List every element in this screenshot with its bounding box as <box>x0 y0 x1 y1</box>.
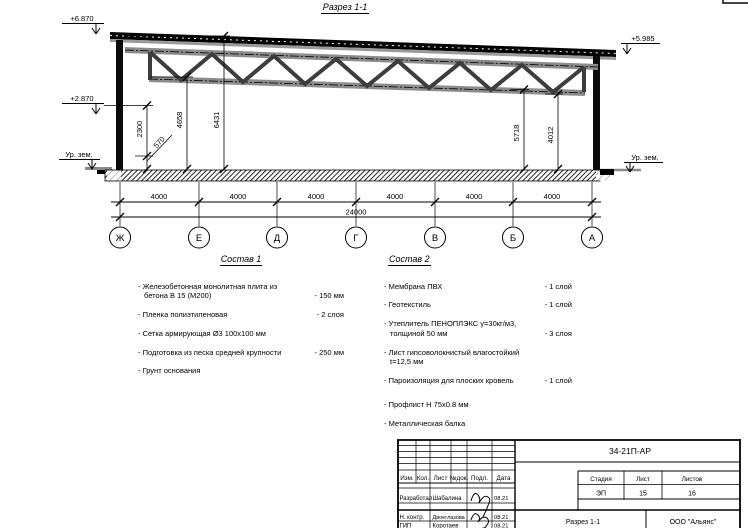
floor-slab <box>105 169 614 181</box>
elevation-mark-left-mid <box>62 94 104 114</box>
svg-text:ГИП: ГИП <box>399 523 412 528</box>
svg-text:+2.870: +2.870 <box>70 94 94 103</box>
svg-text:15: 15 <box>639 490 647 498</box>
list-item: - Мембрана ПВХ - 1 слой <box>384 281 572 291</box>
svg-text:Б: Б <box>509 233 517 244</box>
svg-text:Шабалина: Шабалина <box>432 496 462 502</box>
svg-text:08.21: 08.21 <box>494 496 509 502</box>
svg-text:Разработал: Разработал <box>399 496 433 502</box>
elevation-mark-right-ground <box>624 153 663 172</box>
stage-sheet-table <box>590 476 703 498</box>
elevation-mark-left-ground <box>59 150 100 169</box>
svg-text:Лист: Лист <box>636 476 650 483</box>
svg-text:6431: 6431 <box>212 111 221 129</box>
svg-text:Кол.: Кол. <box>416 475 430 482</box>
list-item: - Металлическая балка <box>384 418 466 428</box>
svg-text:5718: 5718 <box>512 124 521 142</box>
svg-text:Листов: Листов <box>681 476 703 483</box>
list-item: - Сетка армирующая Ø3 100х100 мм <box>138 328 266 338</box>
column-left <box>116 40 123 170</box>
svg-text:Стадия: Стадия <box>590 476 612 483</box>
list-item: - Пароизоляция для плоских кровель - 1 слой <box>384 376 572 386</box>
revision-table-headers <box>400 475 511 482</box>
svg-text:Подл.: Подл. <box>471 475 488 482</box>
composition-2-list <box>384 254 572 437</box>
vertical-dimensions-right <box>510 86 563 174</box>
svg-text:Г: Г <box>353 233 359 244</box>
list-item: - Утеплитель ПЕНОПЛЭКС γ=30кг/м3, толщиной 50 мм - 3 слоя <box>384 319 572 338</box>
list-item: - Профлист Н 75х0.8 мм <box>384 399 469 409</box>
building-section-drawing <box>0 0 748 252</box>
svg-text:Н. контр.: Н. контр. <box>399 515 425 521</box>
organization-name: ООО "Альянс" <box>669 519 717 526</box>
composition-1-list <box>138 254 344 385</box>
svg-text:4000: 4000 <box>229 192 247 201</box>
svg-text:+6.870: +6.870 <box>70 14 94 23</box>
list-item: - Пленка полиэтиленовая - 2 слоя <box>138 310 344 320</box>
frame-corner <box>723 0 748 3</box>
list-item: - Железобетонная монолитная плита из бетона В 15 (М200) - 150 мм <box>138 281 344 301</box>
svg-text:В: В <box>431 233 439 244</box>
svg-text:08.21: 08.21 <box>494 523 509 528</box>
title-block <box>397 439 748 528</box>
svg-text:Ур. зем.: Ур. зем. <box>65 150 93 159</box>
svg-text:Дата: Дата <box>496 475 511 482</box>
document-code: 34-21П-АР <box>608 446 652 456</box>
horizontal-dimension-chain <box>111 182 601 226</box>
svg-text:4000: 4000 <box>386 192 404 201</box>
svg-text:А: А <box>588 233 596 244</box>
svg-text:2300: 2300 <box>135 120 144 138</box>
svg-text:4012: 4012 <box>546 126 555 144</box>
axis-bubbles <box>110 227 603 248</box>
drawing-name: Разрез 1-1 <box>565 519 601 526</box>
svg-text:24000: 24000 <box>345 207 367 217</box>
svg-text:Изм.: Изм. <box>400 475 414 482</box>
composition-1-title: Состав 1 <box>220 254 262 264</box>
svg-text:+5.985: +5.985 <box>631 34 655 43</box>
column-right <box>593 56 600 170</box>
list-item: - Лист гипсоволокнистый влагостойкий t=12,5 мм <box>384 347 520 367</box>
svg-text:ЭП: ЭП <box>595 490 607 498</box>
svg-text:Ур. зем.: Ур. зем. <box>631 153 659 162</box>
svg-text:4000: 4000 <box>307 192 325 201</box>
svg-text:08.21: 08.21 <box>494 515 509 521</box>
svg-text:Двоеглазова: Двоеглазова <box>432 515 465 521</box>
svg-text:570: 570 <box>151 134 167 150</box>
svg-text:16: 16 <box>688 490 696 498</box>
section-view-title: Разрез 1-1 <box>322 2 368 12</box>
list-item: - Геотекстиль - 1 слой <box>384 300 572 310</box>
elevation-mark-right-top <box>621 34 660 54</box>
elevation-mark-left-top <box>62 14 104 34</box>
svg-text:Д: Д <box>273 233 281 244</box>
signature-scribbles <box>471 493 490 528</box>
svg-text:Лист: Лист <box>433 475 448 482</box>
composition-2-title: Состав 2 <box>389 254 430 264</box>
svg-text:№док.: №док. <box>449 475 469 482</box>
svg-text:Коротаев: Коротаев <box>432 523 459 528</box>
svg-text:Е: Е <box>195 233 203 244</box>
svg-text:4000: 4000 <box>543 192 561 201</box>
svg-text:4000: 4000 <box>150 192 168 201</box>
svg-text:4658: 4658 <box>175 111 184 129</box>
svg-text:Ж: Ж <box>115 233 125 244</box>
svg-text:4000: 4000 <box>465 192 483 201</box>
list-item: - Подготовка из песка средней крупности - 250 мм <box>138 347 344 357</box>
list-item: - Грунт основания <box>138 366 201 376</box>
